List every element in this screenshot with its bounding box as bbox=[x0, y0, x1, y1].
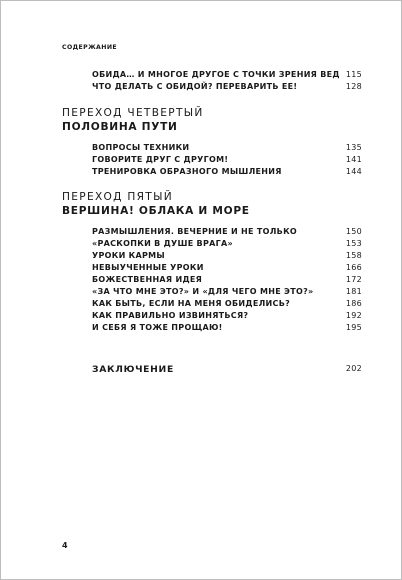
conclusion-entry bbox=[92, 364, 362, 377]
toc-entry bbox=[92, 82, 362, 93]
toc-entry bbox=[92, 251, 362, 262]
toc-entry-page: 181 bbox=[345, 287, 362, 296]
toc-entry bbox=[92, 167, 362, 178]
toc-entry bbox=[92, 275, 362, 286]
toc-entry-title: ГОВОРИТЕ ДРУГ С ДРУГОМ! bbox=[92, 155, 229, 164]
toc-entry bbox=[92, 70, 362, 81]
toc-entry-page: 115 bbox=[345, 70, 362, 79]
toc-entry bbox=[92, 323, 362, 334]
conclusion-title: ЗАКЛЮЧЕНИЕ bbox=[92, 364, 174, 375]
toc-entry-title: БОЖЕСТВЕННАЯ ИДЕЯ bbox=[92, 275, 203, 284]
toc-entry-title: ВОПРОСЫ ТЕХНИКИ bbox=[92, 143, 190, 152]
toc-entry-title: НЕВЫУЧЕННЫЕ УРОКИ bbox=[92, 263, 204, 272]
toc-entry-page: 166 bbox=[345, 263, 362, 272]
toc-entry-title: РАЗМЫШЛЕНИЯ. ВЕЧЕРНИЕ И НЕ ТОЛЬКО bbox=[92, 227, 298, 236]
toc-entry-page: 135 bbox=[345, 143, 362, 152]
toc-entry-page: 150 bbox=[345, 227, 362, 236]
toc-entry-title: КАК БЫТЬ, ЕСЛИ НА МЕНЯ ОБИДЕЛИСЬ? bbox=[92, 299, 291, 308]
toc-entry bbox=[92, 143, 362, 154]
toc-entry bbox=[92, 263, 362, 274]
toc-entry-title: УРОКИ КАРМЫ bbox=[92, 251, 165, 260]
toc-entry bbox=[92, 155, 362, 166]
contents-header: СОДЕРЖАНИЕ bbox=[62, 44, 118, 51]
toc-entry-page: 141 bbox=[345, 155, 362, 164]
toc-entry-page: 195 bbox=[345, 323, 362, 332]
toc-entry-title: И СЕБЯ Я ТОЖЕ ПРОЩАЮ! bbox=[92, 323, 223, 332]
toc-entry-title: КАК ПРАВИЛЬНО ИЗВИНЯТЬСЯ? bbox=[92, 311, 249, 320]
toc-entry bbox=[92, 227, 362, 238]
toc-entry-title: ЧТО ДЕЛАТЬ С ОБИДОЙ? ПЕРЕВАРИТЬ ЕЕ! bbox=[92, 82, 298, 91]
section-4-label: ПЕРЕХОД ЧЕТВЕРТЫЙ bbox=[62, 107, 204, 119]
section-5-title: ВЕРШИНА! ОБЛАКА И МОРЕ bbox=[62, 205, 250, 217]
toc-entry-title: ОБИДА… И МНОГОЕ ДРУГОЕ С ТОЧКИ ЗРЕНИЯ ВЕД bbox=[92, 70, 340, 79]
toc-entry-page: 144 bbox=[345, 167, 362, 176]
toc-entry-title: «РАСКОПКИ В ДУШЕ ВРАГА» bbox=[92, 239, 233, 248]
toc-entry bbox=[92, 287, 362, 298]
toc-entry bbox=[92, 299, 362, 310]
toc-entry bbox=[92, 239, 362, 250]
toc-entry-page: 172 bbox=[345, 275, 362, 284]
toc-entry bbox=[92, 311, 362, 322]
toc-entry-title: ТРЕНИРОВКА ОБРАЗНОГО МЫШЛЕНИЯ bbox=[92, 167, 282, 176]
section-5-label: ПЕРЕХОД ПЯТЫЙ bbox=[62, 191, 173, 203]
page-number: 4 bbox=[62, 541, 68, 550]
section-4-title: ПОЛОВИНА ПУТИ bbox=[62, 121, 178, 133]
toc-entry-page: 128 bbox=[345, 82, 362, 91]
toc-entry-page: 192 bbox=[345, 311, 362, 320]
toc-entry-title: «ЗА ЧТО МНЕ ЭТО?» И «ДЛЯ ЧЕГО МНЕ ЭТО?» bbox=[92, 287, 314, 296]
conclusion-page: 202 bbox=[345, 364, 362, 373]
toc-entry-page: 153 bbox=[345, 239, 362, 248]
toc-entry-page: 186 bbox=[345, 299, 362, 308]
toc-entry-page: 158 bbox=[345, 251, 362, 260]
